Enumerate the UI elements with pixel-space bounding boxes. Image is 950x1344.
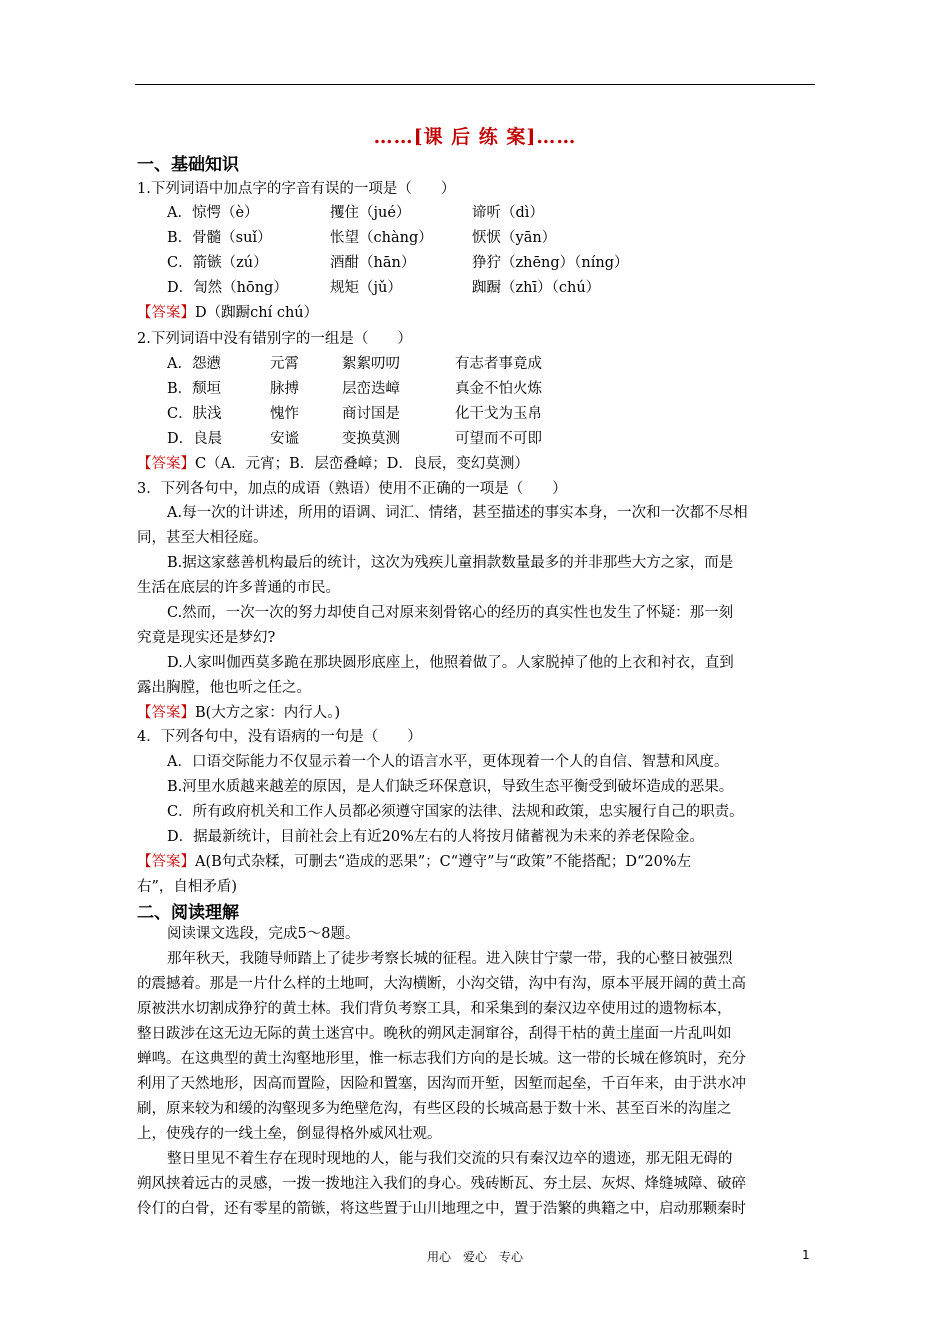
question-3-option-b-line2: 生活在底层的许多普通的市民。 <box>137 580 340 596</box>
question-4-option-a: A．口语交际能力不仅显示着一个人的语言水平，更体现着一个人的自信、智慧和风度。 <box>167 754 729 770</box>
passage-line: 蝉鸣。在这典型的黄土沟壑地形里，惟一标志我们方向的是长城。这一带的长城在修筑时，充分 <box>137 1051 746 1067</box>
page-number: 1 <box>802 1248 810 1262</box>
question-1-stem: 1.下列词语中加点字的字音有误的一项是（ ） <box>137 181 456 197</box>
passage-line: 朔风挟着远古的灵感，一拨一拨地注入我们的身心。残砖断瓦、夯土层、灰烬、烽缝城障、破碎 <box>137 1176 746 1192</box>
passage-line: 利用了天然地形，因高而置险，因险和置塞，因沟而开堑，因堑而起垒，千百年来，由于洪水冲 <box>137 1076 746 1092</box>
question-3-option-c-line2: 究竟是现实还是梦幻? <box>137 630 276 646</box>
question-2-answer: 【答案】C（A．元宵；B．层峦叠嶂；D．良辰，变幻莫测） <box>137 456 529 472</box>
passage-line: 整日里见不着生存在现时现地的人，能与我们交流的只有秦汉边卒的遗迹，那无阻无碍的 <box>167 1151 733 1167</box>
question-3-answer: 【答案】B(大方之家：内行人。) <box>137 705 341 721</box>
question-3-stem: 3．下列各句中，加点的成语（熟语）使用不正确的一项是（ ） <box>137 481 567 497</box>
passage-line: 刷，原来较为和缓的沟壑现多为绝壁危沟，有些区段的长城高悬于数十米、甚至百米的沟崖之 <box>137 1101 732 1117</box>
passage-line: 那年秋天，我随导师踏上了徒步考察长城的征程。进入陕甘宁蒙一带，我的心整日被强烈 <box>167 951 733 967</box>
section-heading-reading: 二、阅读理解 <box>137 903 239 923</box>
question-3-option-a-line1: A.每一次的计讲述，所用的语调、词汇、情绪，甚至描述的事实本身，一次和一次都不尽相 <box>167 505 748 521</box>
passage-line: 的震撼着。那是一片什么样的土地呵，大沟横断，小沟交错，沟中有沟，原本平展开阔的黄土高 <box>137 976 746 992</box>
question-3-option-a-line2: 同，甚至大相径庭。 <box>137 530 268 546</box>
reading-intro: 阅读课文选段，完成5～8题。 <box>167 926 360 942</box>
question-1-answer: 【答案】D（踟蹰chí chú） <box>137 305 319 321</box>
question-4-option-c: C．所有政府机关和工作人员都必须遵守国家的法律、法规和政策，忠实履行自己的职责。 <box>167 804 744 820</box>
question-2-stem: 2.下列词语中没有错别字的一组是（ ） <box>137 331 412 347</box>
question-4-stem: 4．下列各句中，没有语病的一句是（ ） <box>137 729 422 745</box>
question-4-option-d: D．据最新统计，目前社会上有近20%左右的人将按月储蓄视为未来的养老保险金。 <box>167 829 704 845</box>
question-4-option-b: B.河里水质越来越差的原因，是人们缺乏环保意识，导致生态平衡受到破坏造成的恶果。 <box>167 779 734 795</box>
passage-line: 原被洪水切割成狰狞的黄土林。我们背负考察工具，和采集到的秦汉边卒使用过的遗物标本， <box>137 1001 732 1017</box>
section-heading-basics: 一、基础知识 <box>137 155 239 175</box>
question-3-option-d-line2: 露出胸膛，他也听之任之。 <box>137 680 311 696</box>
passage-line: 上，使残存的一线土垒，倒显得格外威风壮观。 <box>137 1126 442 1142</box>
header-rule <box>135 84 815 85</box>
question-4-answer-cont: 右”，自相矛盾) <box>137 879 238 895</box>
question-4-answer: 【答案】A(B句式杂糅，可删去“造成的恶果”；C“遵守”与“政策”不能搭配；D“20%左 <box>137 854 692 870</box>
question-3-option-d-line1: D.人家叫伽西莫多跪在那块圆形底座上，他照着做了。人家脱掉了他的上衣和衬衣，直到 <box>167 655 734 671</box>
page-title: ……[课 后 练 案]…… <box>373 126 577 148</box>
page-footer: 用心 爱心 专心 <box>426 1250 523 1264</box>
question-3-option-c-line1: C.然而，一次一次的努力却使自己对原来刻骨铭心的经历的真实性也发生了怀疑：那一刻 <box>167 605 734 621</box>
question-3-option-b-line1: B.据这家慈善机构最后的统计，这次为残疾儿童捐款数量最多的并非那些大方之家，而是 <box>167 555 734 571</box>
passage-line: 伶仃的白骨，还有零星的箭镞，将这些置于山川地理之中，置于浩繁的典籍之中，启动那颗秦时 <box>137 1201 746 1217</box>
passage-line: 整日跋涉在这无边无际的黄土迷宫中。晚秋的朔风走洞窜谷，刮得干枯的黄土崖面一片乱叫如 <box>137 1026 732 1042</box>
